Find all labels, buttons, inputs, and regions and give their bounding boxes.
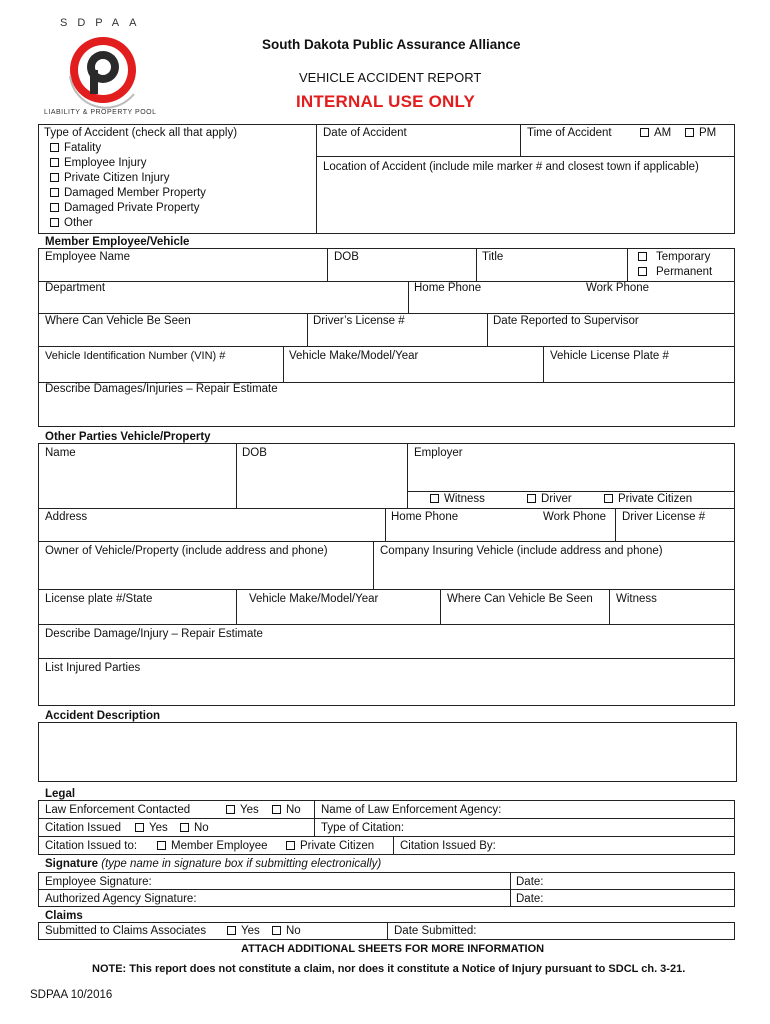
citation-type-label: Type of Citation: bbox=[321, 822, 405, 834]
location-label: Location of Accident (include mile marker # and closest town if applicable) bbox=[323, 161, 699, 173]
org-name: South Dakota Public Assurance Alliance bbox=[262, 37, 521, 52]
citation-issued-by-label: Citation Issued By: bbox=[400, 840, 496, 852]
checkbox-icon bbox=[50, 173, 59, 182]
checkbox-icon bbox=[50, 158, 59, 167]
private-citizen-checkbox[interactable]: Private Citizen bbox=[286, 839, 374, 853]
type-other-checkbox[interactable]: Other bbox=[50, 216, 93, 230]
checkbox-icon bbox=[50, 203, 59, 212]
member-make-model-label: Vehicle Make/Model/Year bbox=[289, 350, 419, 362]
checkbox-icon bbox=[604, 494, 613, 503]
checkbox-icon bbox=[50, 188, 59, 197]
member-box bbox=[38, 248, 735, 427]
member-work-phone-label: Work Phone bbox=[586, 282, 650, 294]
member-employee-checkbox[interactable]: Member Employee bbox=[157, 839, 268, 853]
checkbox-icon bbox=[640, 128, 649, 137]
accident-description-heading: Accident Description bbox=[45, 710, 161, 722]
other-driver-checkbox[interactable]: Driver bbox=[527, 492, 572, 506]
checkbox-icon bbox=[226, 805, 235, 814]
checkbox-icon bbox=[180, 823, 189, 832]
checkbox-icon bbox=[638, 252, 647, 261]
temporary-checkbox[interactable]: Temporary bbox=[638, 250, 710, 264]
type-private-citizen-injury-checkbox[interactable]: Private Citizen Injury bbox=[50, 171, 169, 185]
checkbox-icon bbox=[135, 823, 144, 832]
member-home-phone-label: Home Phone bbox=[414, 282, 482, 294]
other-private-citizen-checkbox[interactable]: Private Citizen bbox=[604, 492, 692, 506]
type-damaged-member-property-checkbox[interactable]: Damaged Member Property bbox=[50, 186, 206, 200]
other-plate-state-label: License plate #/State bbox=[45, 593, 153, 605]
disclaimer-note: NOTE: This report does not constitute a claim, nor does it constitute a Notice of Injury pursuant to SDCL ch. 3-21. bbox=[92, 963, 686, 975]
form-id: SDPAA 10/2016 bbox=[30, 989, 113, 1001]
other-address-label: Address bbox=[45, 511, 88, 523]
accident-type-label: Type of Accident (check all that apply) bbox=[44, 127, 238, 139]
citation-no-checkbox[interactable]: No bbox=[180, 821, 209, 835]
submitted-to-claims-label: Submitted to Claims Associates bbox=[45, 925, 207, 937]
agency-name-label: Name of Law Enforcement Agency: bbox=[321, 804, 502, 816]
member-damages-label: Describe Damages/Injuries – Repair Estimate bbox=[45, 383, 278, 395]
department-label: Department bbox=[45, 282, 106, 294]
legal-heading: Legal bbox=[45, 788, 76, 800]
authorized-signature-label: Authorized Agency Signature: bbox=[45, 893, 197, 905]
injured-parties-label: List Injured Parties bbox=[45, 662, 141, 674]
vin-label: Vehicle Identification Number (VIN) # bbox=[45, 350, 226, 362]
checkbox-icon bbox=[157, 841, 166, 850]
logo-top-text: SDPAA bbox=[60, 17, 147, 29]
employee-signature-label: Employee Signature: bbox=[45, 876, 152, 888]
other-work-phone-label: Work Phone bbox=[543, 511, 607, 523]
attach-sheets-note: ATTACH ADDITIONAL SHEETS FOR MORE INFORMATION bbox=[241, 943, 545, 955]
other-where-seen-label: Where Can Vehicle Be Seen bbox=[447, 593, 593, 605]
other-drivers-license-label: Driver License # bbox=[622, 511, 706, 523]
other-employer-label: Employer bbox=[414, 447, 463, 459]
claims-no-checkbox[interactable]: No bbox=[272, 924, 301, 938]
authorized-date-label: Date: bbox=[516, 893, 544, 905]
type-fatality-checkbox[interactable]: Fatality bbox=[50, 141, 101, 155]
date-of-accident-label: Date of Accident bbox=[323, 127, 407, 139]
checkbox-icon bbox=[685, 128, 694, 137]
pm-checkbox[interactable]: PM bbox=[685, 126, 716, 140]
checkbox-icon bbox=[227, 926, 236, 935]
date-reported-label: Date Reported to Supervisor bbox=[493, 315, 639, 327]
other-home-phone-label: Home Phone bbox=[391, 511, 459, 523]
sdpaa-logo bbox=[36, 14, 166, 126]
signature-date-label: Date: bbox=[516, 876, 544, 888]
law-contacted-label: Law Enforcement Contacted bbox=[45, 804, 191, 816]
checkbox-icon bbox=[272, 926, 281, 935]
other-make-model-label: Vehicle Make/Model/Year bbox=[249, 593, 379, 605]
time-of-accident-label: Time of Accident bbox=[527, 127, 612, 139]
checkbox-icon bbox=[272, 805, 281, 814]
signature-heading: Signature (type name in signature box if submitting electronically) bbox=[45, 858, 382, 870]
member-plate-label: Vehicle License Plate # bbox=[550, 350, 669, 362]
checkbox-icon bbox=[430, 494, 439, 503]
checkbox-icon bbox=[50, 143, 59, 152]
checkbox-icon bbox=[638, 267, 647, 276]
type-damaged-private-property-checkbox[interactable]: Damaged Private Property bbox=[50, 201, 200, 215]
checkbox-icon bbox=[50, 218, 59, 227]
claims-heading: Claims bbox=[45, 910, 83, 922]
other-damage-label: Describe Damage/Injury – Repair Estimate bbox=[45, 628, 263, 640]
form-title: VEHICLE ACCIDENT REPORT bbox=[299, 70, 482, 85]
checkbox-icon bbox=[527, 494, 536, 503]
accident-description-box[interactable] bbox=[38, 722, 737, 782]
other-dob-label: DOB bbox=[242, 447, 267, 459]
am-checkbox[interactable]: AM bbox=[640, 126, 671, 140]
permanent-checkbox[interactable]: Permanent bbox=[638, 265, 712, 279]
citation-issued-to-label: Citation Issued to: bbox=[45, 840, 138, 852]
law-contacted-yes-checkbox[interactable]: Yes bbox=[226, 803, 259, 817]
other-parties-heading: Other Parties Vehicle/Property bbox=[45, 431, 211, 443]
other-witness-label: Witness bbox=[616, 593, 657, 605]
checkbox-icon bbox=[286, 841, 295, 850]
member-where-seen-label: Where Can Vehicle Be Seen bbox=[45, 315, 191, 327]
company-insuring-label: Company Insuring Vehicle (include address and phone) bbox=[380, 545, 663, 557]
employee-name-label: Employee Name bbox=[45, 251, 131, 263]
other-name-label: Name bbox=[45, 447, 76, 459]
owner-label: Owner of Vehicle/Property (include address and phone) bbox=[45, 545, 328, 557]
type-employee-injury-checkbox[interactable]: Employee Injury bbox=[50, 156, 146, 170]
date-submitted-label: Date Submitted: bbox=[394, 925, 477, 937]
internal-use-banner: INTERNAL USE ONLY bbox=[296, 92, 476, 111]
citation-yes-checkbox[interactable]: Yes bbox=[135, 821, 168, 835]
logo-ring-text: LIABILITY & PROPERTY POOL bbox=[44, 109, 157, 116]
member-drivers-license-label: Driver’s License # bbox=[313, 315, 405, 327]
claims-yes-checkbox[interactable]: Yes bbox=[227, 924, 260, 938]
member-title-label: Title bbox=[482, 251, 504, 263]
member-dob-label: DOB bbox=[334, 251, 359, 263]
citation-issued-label: Citation Issued bbox=[45, 822, 122, 834]
law-contacted-no-checkbox[interactable]: No bbox=[272, 803, 301, 817]
other-parties-box bbox=[38, 443, 735, 706]
other-witness-checkbox[interactable]: Witness bbox=[430, 492, 485, 506]
member-section-heading: Member Employee/Vehicle bbox=[45, 236, 190, 248]
